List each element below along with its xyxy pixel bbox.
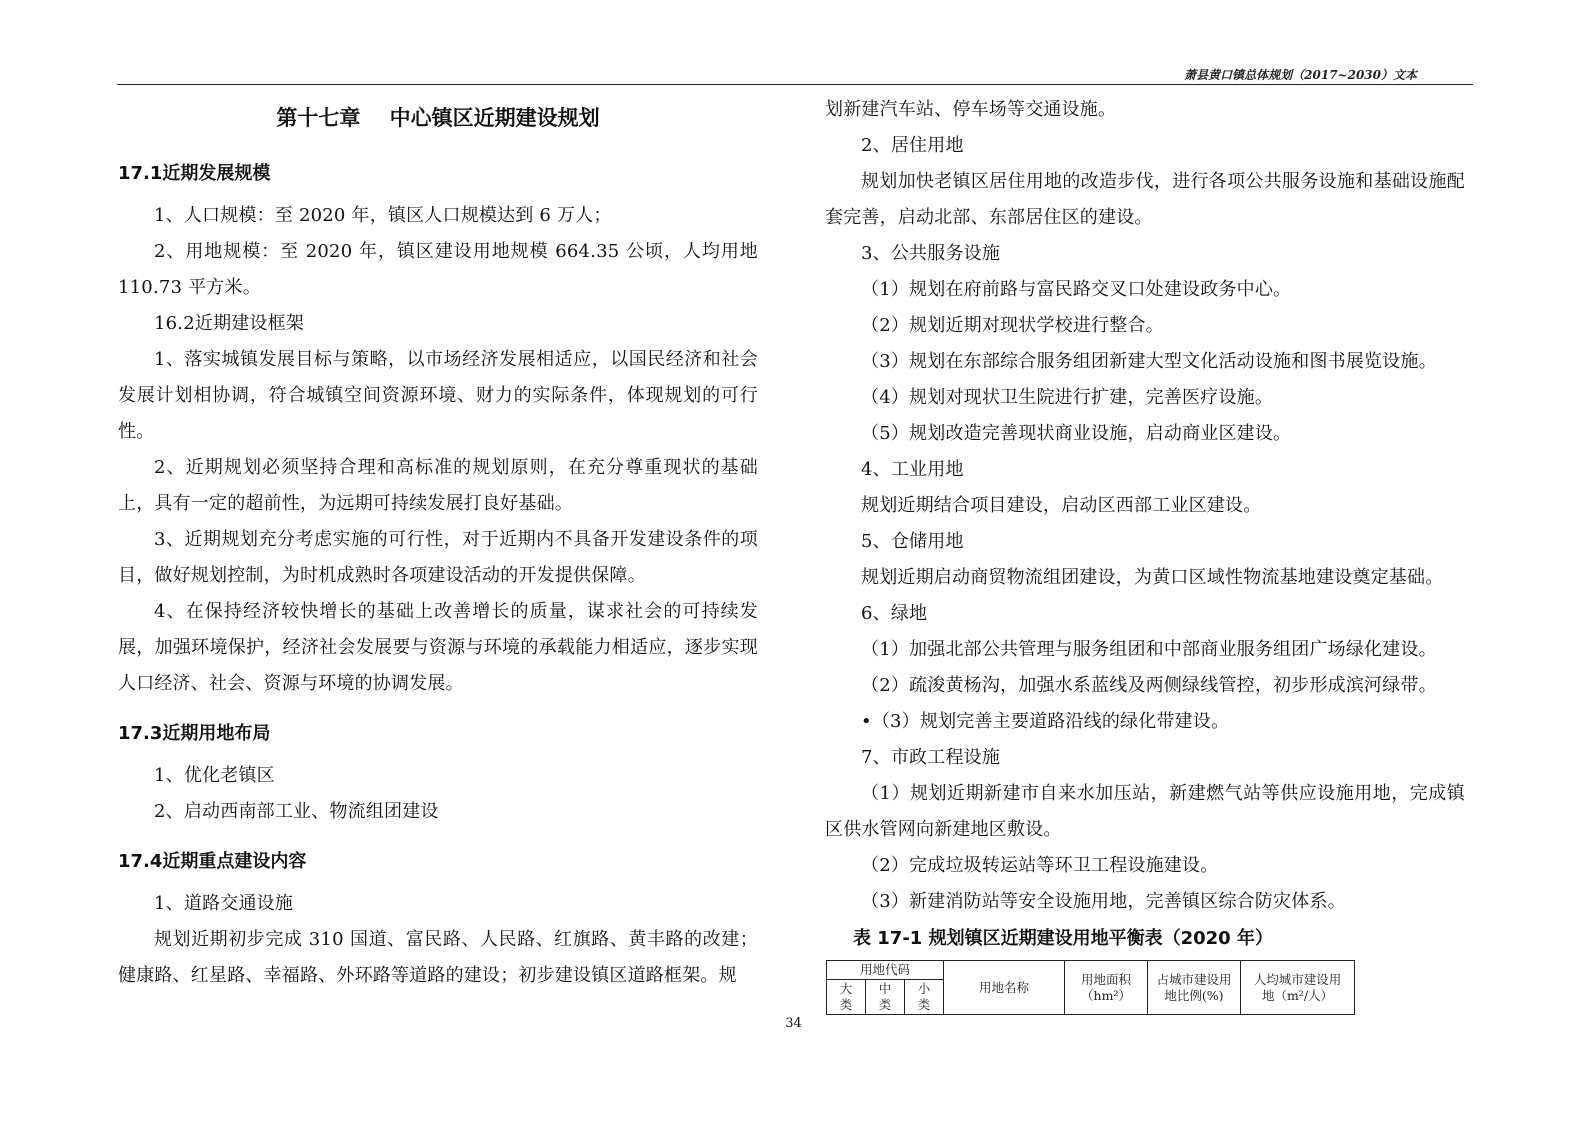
paragraph: 1、落实城镇发展目标与策略，以市场经济发展相适应，以国民经济和社会发展计划相协调，符合城镇空间资源环境、财力的实际条件，体现规划的可行性。 bbox=[118, 349, 758, 442]
paragraph: （2）疏浚黄杨沟，加强水系蓝线及两侧绿线管控，初步形成滨河绿带。 bbox=[861, 675, 1437, 696]
paragraph: 规划加快老镇区居住用地的改造步伐，进行各项公共服务设施和基础设施配套完善，启动北部、东部居住区的建设。 bbox=[825, 171, 1465, 228]
paragraph: 6、绿地 bbox=[861, 603, 928, 624]
header-rule bbox=[117, 84, 1473, 85]
header-cell-code: 用地代码 bbox=[827, 961, 944, 980]
left-column bbox=[118, 92, 758, 994]
paragraph: 3、近期规划充分考虑实施的可行性，对于近期内不具备开发建设条件的项目，做好规划控制，为时机成熟时各项建设活动的开发提供保障。 bbox=[118, 529, 758, 586]
header-cell-big-class: 大 类 bbox=[827, 980, 866, 1015]
paragraph: 2、启动西南部工业、物流组团建设 bbox=[154, 801, 439, 822]
chapter-title: 第十七章 中心镇区近期建设规划 bbox=[276, 106, 600, 130]
page-number: 34 bbox=[785, 1016, 802, 1031]
paragraph: 7、市政工程设施 bbox=[861, 747, 1001, 768]
paragraph: （4）规划对现状卫生院进行扩建，完善医疗设施。 bbox=[861, 387, 1274, 408]
paragraph: （3）规划在东部综合服务组团新建大型文化活动设施和图书展览设施。 bbox=[861, 351, 1437, 372]
header-cell-percap: 人均城市建设用 地（m²/人） bbox=[1241, 961, 1355, 1015]
paragraph: 1、道路交通设施 bbox=[154, 893, 294, 914]
paragraph: （5）规划改造完善现状商业设施，启动商业区建设。 bbox=[861, 423, 1292, 444]
table-title: 表 17-1 规划镇区近期建设用地平衡表（2020 年） bbox=[853, 928, 1273, 949]
paragraph: •（3）规划完善主要道路沿线的绿化带建设。 bbox=[861, 711, 1230, 732]
paragraph: 2、近期规划必须坚持合理和高标准的规划原则，在充分尊重现状的基础上，具有一定的超前性，为远期可持续发展打良好基础。 bbox=[118, 457, 758, 514]
paragraph: （2）完成垃圾转运站等环卫工程设施建设。 bbox=[861, 855, 1219, 876]
paragraph: 1、优化老镇区 bbox=[154, 765, 275, 786]
header-cell-name: 用地名称 bbox=[944, 961, 1065, 1015]
paragraph: 2、用地规模：至 2020 年，镇区建设用地规模 664.35 公顷，人均用地 110.73 平方米。 bbox=[118, 241, 758, 298]
header-cell-area: 用地面积 （hm²） bbox=[1065, 961, 1148, 1015]
paragraph: （3）新建消防站等安全设施用地，完善镇区综合防灾体系。 bbox=[861, 891, 1346, 912]
header-cell-small-class: 小 类 bbox=[905, 980, 944, 1015]
paragraph: （1）规划在府前路与富民路交叉口处建设政务中心。 bbox=[861, 279, 1292, 300]
running-header: 萧县黄口镇总体规划（2017~2030）文本 bbox=[1184, 68, 1417, 82]
header-cell-mid-class: 中 类 bbox=[866, 980, 905, 1015]
header-cell-ratio: 占城市建设用 地比例(%) bbox=[1148, 961, 1241, 1015]
paragraph: 规划近期结合项目建设，启动区西部工业区建设。 bbox=[861, 495, 1262, 516]
paragraph: 5、仓储用地 bbox=[861, 531, 964, 552]
paragraph: 规划近期初步完成 310 国道、富民路、人民路、红旗路、黄丰路的改建；健康路、红星路、幸福路、外环路等道路的建设；初步建设镇区道路框架。规 bbox=[118, 929, 758, 986]
section-heading-17-3: 17.3近期用地布局 bbox=[118, 723, 271, 744]
section-heading-17-4: 17.4近期重点建设内容 bbox=[118, 851, 307, 872]
paragraph: （2）规划近期对现状学校进行整合。 bbox=[861, 315, 1164, 336]
paragraph: （1）加强北部公共管理与服务组团和中部商业服务组团广场绿化建设。 bbox=[861, 639, 1437, 660]
paragraph: 3、公共服务设施 bbox=[861, 243, 1001, 264]
right-column bbox=[825, 92, 1465, 1015]
paragraph: 划新建汽车站、停车场等交通设施。 bbox=[825, 99, 1117, 120]
table-header-row bbox=[827, 961, 1355, 980]
paragraph: （1）规划近期新建市自来水加压站，新建燃气站等供应设施用地，完成镇区供水管网向新建地区敷设。 bbox=[825, 783, 1465, 840]
section-heading-17-1: 17.1近期发展规模 bbox=[118, 163, 271, 184]
paragraph: 16.2近期建设框架 bbox=[154, 313, 305, 334]
paragraph: 1、人口规模：至 2020 年，镇区人口规模达到 6 万人； bbox=[154, 205, 612, 226]
paragraph: 4、在保持经济较快增长的基础上改善增长的质量，谋求社会的可持续发展，加强环境保护，经济社会发展要与资源与环境的承载能力相适应，逐步实现人口经济、社会、资源与环境的协调发展。 bbox=[118, 601, 758, 694]
paragraph: 2、居住用地 bbox=[861, 135, 964, 156]
paragraph: 4、工业用地 bbox=[861, 459, 964, 480]
land-balance-table bbox=[826, 960, 1355, 1015]
paragraph: 规划近期启动商贸物流组团建设，为黄口区域性物流基地建设奠定基础。 bbox=[861, 567, 1444, 588]
